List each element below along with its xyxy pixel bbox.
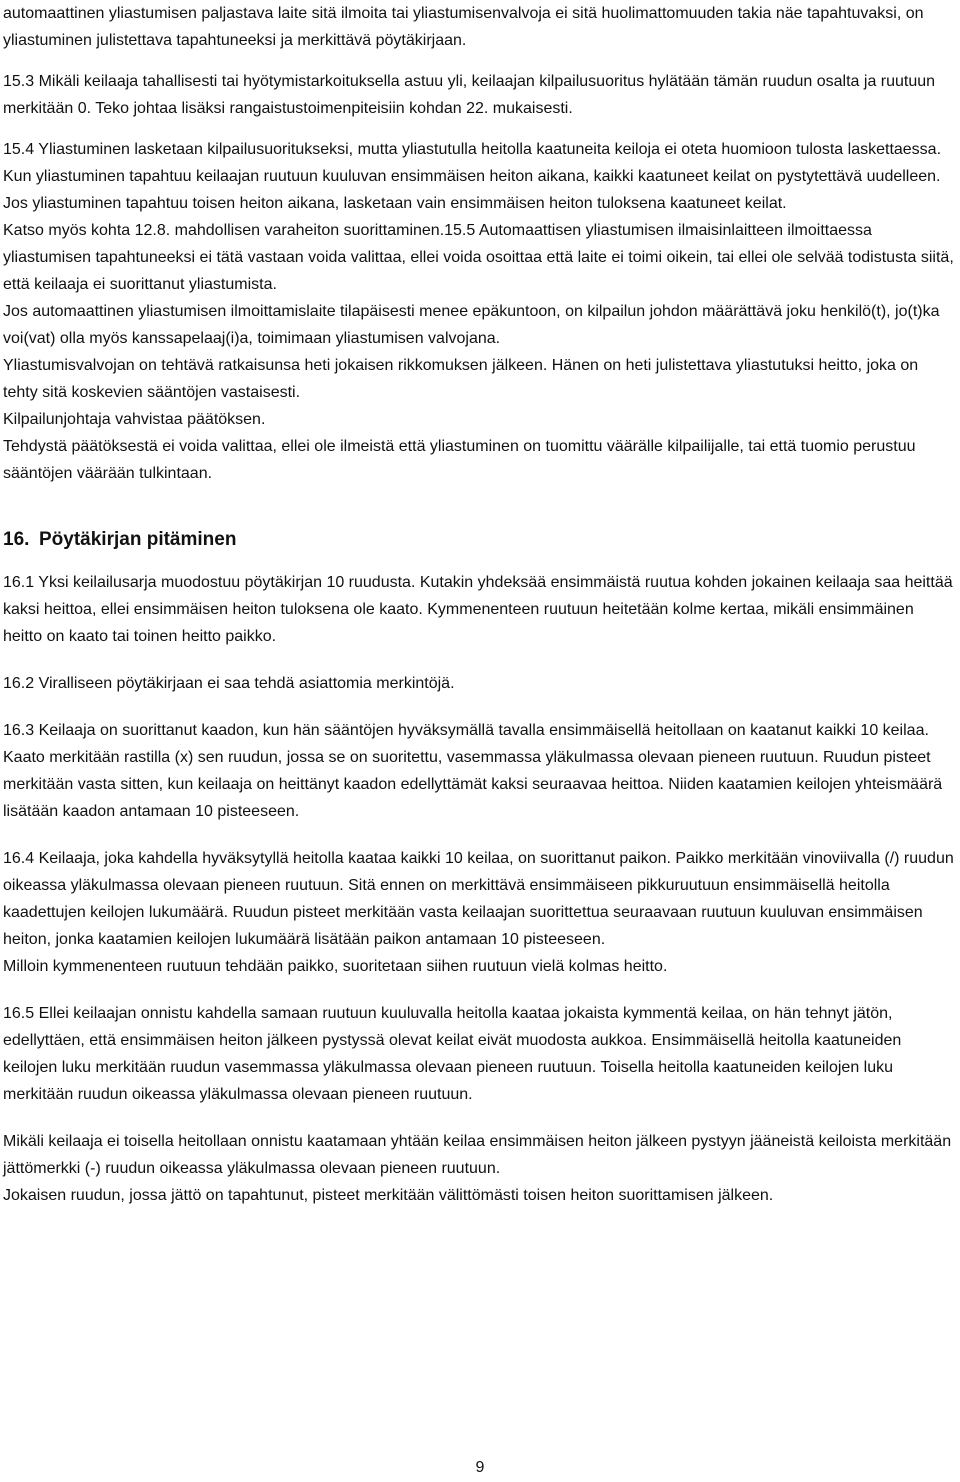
paragraph: automaattinen yliastumisen paljastava laite sitä ilmoita tai yliastumisenvalvoja ei sitä huolimattomuuden takia näe tapahtuvaksi, on yliastuminen julistettava tapahtuneeksi ja merkittävä pöytäkirjaan.	[3, 5, 924, 49]
paragraph: Mikäli keilaaja ei toisella heitollaan onnistu kaatamaan yhtään keilaa ensimmäisen heiton jälkeen pystyyn jääneistä keiloista merkitään jättömerkki (-) ruudun oikeassa yläkulmassa olevaan pieneen ruutuun.	[3, 1133, 952, 1177]
spacer	[3, 1108, 955, 1128]
section-number: 16.	[3, 529, 30, 550]
paragraph: Yliastumisvalvojan on tehtävä ratkaisunsa heti jokaisen rikkomuksen jälkeen. Hänen on heti julistettava yliastutuksi heitto, joka on tehty sitä koskevien sääntöjen vastaisesti.	[3, 357, 919, 401]
paragraph: 15.4 Yliastuminen lasketaan kilpailusuoritukseksi, mutta yliastutulla heitolla kaatuneita keiloja ei oteta huomioon tulosta laskettaessa. Kun yliastuminen tapahtuu keilaajan ruutuun kuuluvan ensimmäisen heiton aikana, kaikki kaatuneet keilat on pystytettävä uudelleen. Jos yliastuminen tapahtuu toisen heiton aikana, lasketaan vain ensimmäisen heiton tuloksena kaatuneet keilat.	[3, 141, 942, 212]
spacer	[3, 54, 955, 68]
spacer	[3, 650, 955, 670]
paragraph: 16.5 Ellei keilaajan onnistu kahdella samaan ruutuun kuuluvalla heitolla kaataa jokaista kymmentä keilaa, on hän tehnyt jätön, edellyttäen, että ensimmäisen heiton jälkeen pystyssä olevat keilat eivät muodosta aukkoa. Ensimmäisellä heitolla kaatuneiden keilojen luku merkitään ruudun vasemmassa yläkulmassa olevaan pieneen ruutuun. Toisella heitolla kaatuneiden keilojen luku merkitään ruudun oikeassa yläkulmassa olevaan pieneen ruutuun.	[3, 1005, 902, 1103]
paragraph: 16.2 Viralliseen pöytäkirjaan ei saa tehdä asiattomia merkintöjä.	[3, 675, 455, 692]
page-number: 9	[475, 1459, 485, 1476]
paragraph: 16.4 Keilaaja, joka kahdella hyväksytyllä heitolla kaataa kaikki 10 keilaa, on suorittanut paikon. Paikko merkitään vinoviivalla (/) ruudun oikeassa yläkulmassa olevaan pieneen ruutuun. Sitä ennen on merkittävä ensimmäiseen pikkuruutuun ensimmäisellä heitolla kaadettujen keilojen lukumäärä. Ruudun pisteet merkitään vasta keilaajan suorittettua seuraavaan ruutuun kuuluvan ensimmäisen heiton, jonka kaatamien keilojen lukumäärä lisätään paikon antamaan 10 pisteeseen.	[3, 850, 954, 948]
spacer	[3, 122, 955, 136]
paragraph: Kilpailunjohtaja vahvistaa päätöksen.	[3, 411, 266, 428]
spacer	[3, 697, 955, 717]
paragraph: Katso myös kohta 12.8. mahdollisen varaheiton suorittaminen.15.5 Automaattisen yliastumisen ilmaisinlaitteen ilmoittaessa yliastumisen tapahtuneeksi ei tätä vastaan voida valittaa, ellei voida osoittaa että laite ei toimi oikein, tai ellei ole selvää todistusta siitä, että keilaaja ei suorittanut yliastumista.	[3, 222, 954, 293]
spacer	[3, 980, 955, 1000]
section-title: Pöytäkirjan pitäminen	[39, 529, 237, 550]
paragraph: 15.3 Mikäli keilaaja tahallisesti tai hyötymistarkoituksella astuu yli, keilaajan kilpailusuoritus hylätään tämän ruudun osalta ja ruutuun merkitään 0. Teko johtaa lisäksi rangaistustoimenpiteisiin kohdan 22. mukaisesti.	[3, 73, 936, 117]
paragraph: Jos automaattinen yliastumisen ilmoittamislaite tilapäisesti menee epäkuntoon, on kilpailun johdon määrättävä joku henkilö(t), jo(t)ka voi(vat) olla myös kanssapelaaj(i)a, toimimaan yliastumisen valvojana.	[3, 303, 940, 347]
paragraph: Jokaisen ruudun, jossa jättö on tapahtunut, pisteet merkitään välittömästi toisen heiton suorittamisen jälkeen.	[3, 1187, 774, 1204]
spacer	[3, 555, 955, 569]
section-heading	[3, 525, 955, 555]
paragraph: 16.3 Keilaaja on suorittanut kaadon, kun hän sääntöjen hyväksymällä tavalla ensimmäisellä heitollaan on kaatanut kaikki 10 keilaa. Kaato merkitään rastilla (x) sen ruudun, jossa se on suoritettu, vasemmassa yläkulmassa olevaan pieneen ruutuun. Ruudun pisteet merkitään vasta sitten, kun keilaaja on heittänyt kaadon edellyttämät kaksi seuraavaa heittoa. Niiden kaatamien keilojen yhteismäärä lisätään kaadon antamaan 10 pisteeseen.	[3, 722, 943, 820]
paragraph: 16.1 Yksi keilailusarja muodostuu pöytäkirjan 10 ruudusta. Kutakin yhdeksää ensimmäistä ruutua kohden jokainen keilaaja saa heittää kaksi heittoa, ellei ensimmäisen heiton tuloksena ole kaato. Kymmenenteen ruutuun heitetään kolme kertaa, mikäli ensimmäinen heitto on kaato tai toinen heitto paikko.	[3, 574, 953, 645]
document-page	[3, 0, 955, 1209]
paragraph: Tehdystä päätöksestä ei voida valittaa, ellei ole ilmeistä että yliastuminen on tuomittu väärälle kilpailijalle, tai että tuomio perustuu sääntöjen väärään tulkintaan.	[3, 438, 916, 482]
spacer	[3, 825, 955, 845]
paragraph: Milloin kymmenenteen ruutuun tehdään paikko, suoritetaan siihen ruutuun vielä kolmas heitto.	[3, 958, 668, 975]
spacer	[3, 487, 955, 525]
